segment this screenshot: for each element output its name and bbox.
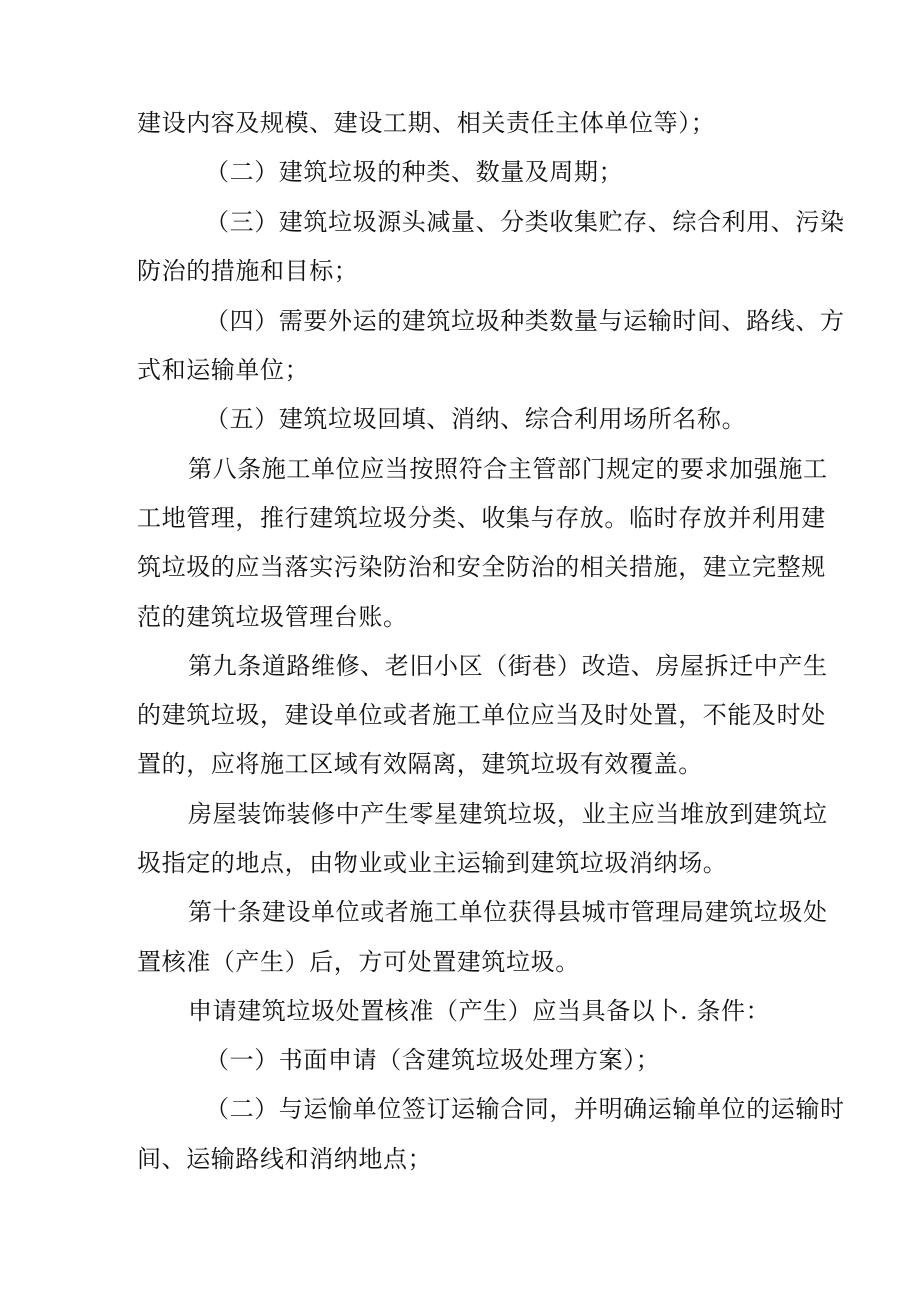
text-line: 防治的措施和目标； [137,257,359,285]
text-line: 筑垃圾的应当落实污染防治和安全防治的相关措施，建立完整规 [137,553,826,581]
text-line: （二）与运愉单位签订运输合同，并明确运输单位的运输时 [205,1095,845,1123]
text-line: 工地管理，推行建筑垃圾分类、收集与存放。临时存放并利用建 [137,504,826,532]
text-line: 申请建筑垃圾处置核准（产生）应当具备以卜. 条件： [188,997,771,1025]
text-line: （三）建筑垃圾源头减量、分类收集贮存、综合利用、污染 [205,208,845,236]
text-line: 第八条施工单位应当按照符合主管部门规定的要求加强施工 [188,455,828,483]
text-line: （四）需要外运的建筑垃圾种类数量与运输时间、路线、方 [205,307,845,335]
text-line: 式和运输单位； [137,356,310,384]
text-line: 置核准（产生）后，方可处置建筑垃圾。 [137,948,580,976]
text-line: （一）书面申请（含建筑垃圾处理方案）； [205,1046,661,1074]
text-line: 的建筑垃圾，建设单位或者施工单位应当及时处置，不能及时处 [137,701,826,729]
text-line: 房屋装饰装修中产生零星建筑垃圾，业主应当堆放到建筑垃 [188,800,828,828]
text-line: （二）建筑垃圾的种类、数量及周期； [205,158,624,186]
text-line: 第十条建设单位或者施工单位获得县城市管理局建筑垃圾处 [188,898,828,926]
text-line: 置的，应将施工区域有效隔离，建筑垃圾有效覆盖。 [137,750,703,778]
text-line: 第九条道路维修、老旧小区（街巷）改造、房屋拆迁中产生 [188,652,828,680]
text-line: （五）建筑垃圾回填、消纳、综合利用场所名称。 [205,405,747,433]
text-line: 圾指定的地点，由物业或业主运输到建筑垃圾消纳场。 [137,849,728,877]
text-line: 建设内容及规模、建设工期、相关责任主体单位等）； [137,109,716,137]
text-line: 范的建筑垃圾管理台账。 [137,603,408,631]
text-line: 间、运输路线和消纳地点； [137,1145,433,1173]
